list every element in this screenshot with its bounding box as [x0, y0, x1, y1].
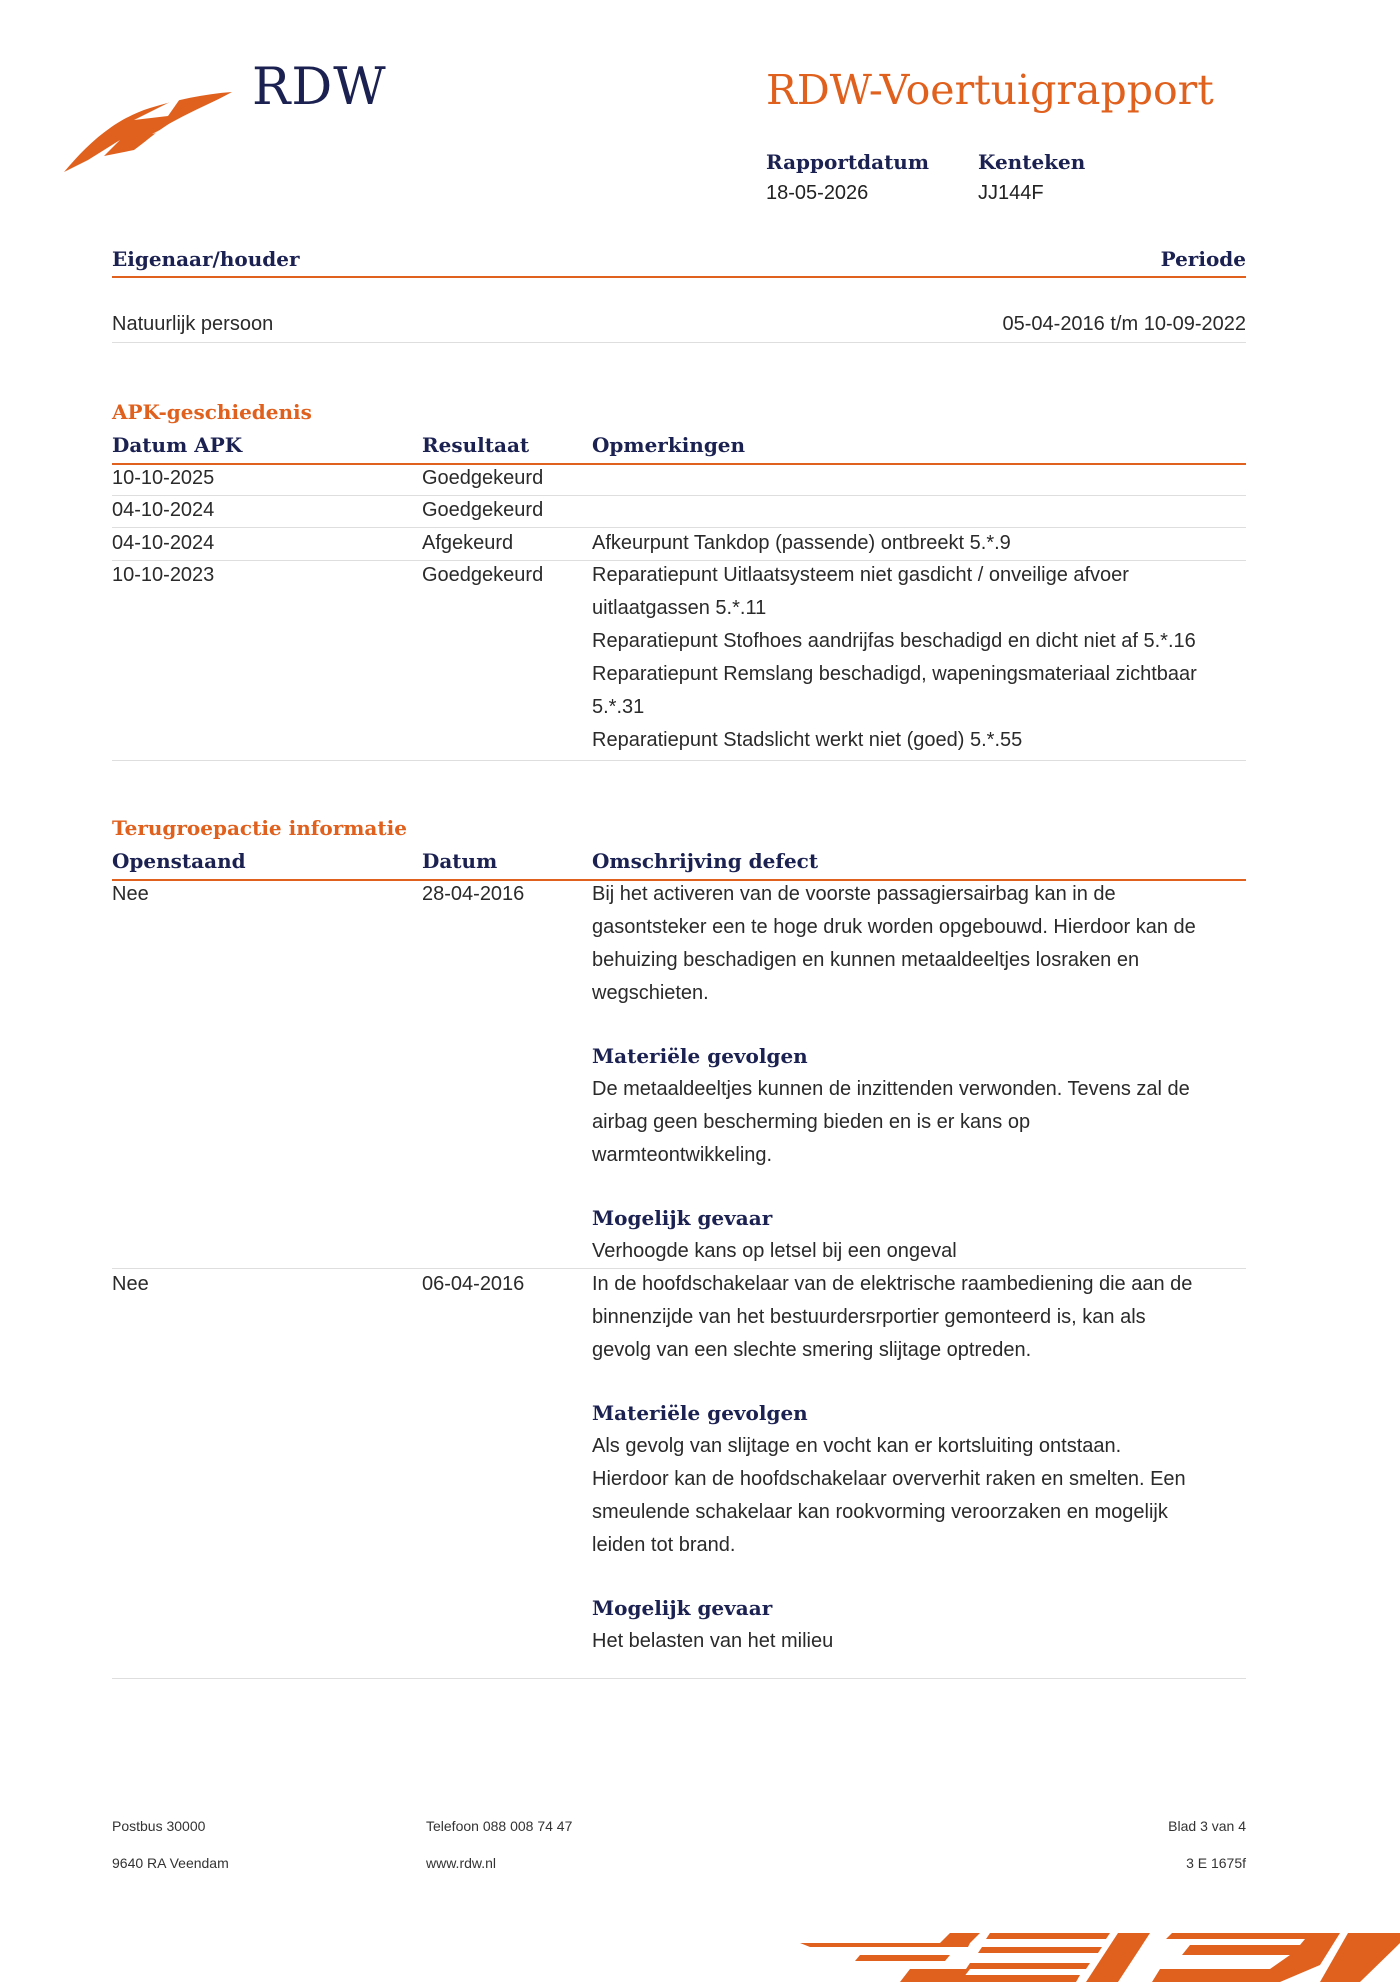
- apk-col-date: Datum APK: [112, 433, 243, 457]
- table-row-date: 10-10-2025: [112, 467, 215, 489]
- recall-defect-line: behuizing beschadigen en kunnen metaaldeeltjes losraken en: [592, 949, 1140, 971]
- recall-danger-line: Het belasten van het milieu: [592, 1630, 834, 1652]
- recall-row-date: 28-04-2016: [422, 883, 525, 905]
- table-row-date: 04-10-2024: [112, 532, 215, 554]
- recall-danger-heading: Mogelijk gevaar: [592, 1206, 773, 1230]
- footer-website-link[interactable]: www.rdw.nl: [426, 1855, 497, 1871]
- table-row-divider: [112, 495, 1246, 496]
- report-date-label: Rapportdatum: [766, 150, 930, 174]
- table-row-remark: 5.*.31: [592, 696, 645, 718]
- recall-consequences-line: leiden tot brand.: [592, 1534, 736, 1556]
- recall-consequences-line: Hierdoor kan de hoofdschakelaar oververhit raken en smelten. Een: [592, 1468, 1186, 1490]
- report-date: 18-05-2026: [766, 182, 869, 204]
- recall-defect-line: gevolg van een slechte smering slijtage optreden.: [592, 1339, 1032, 1361]
- table-row-result: Goedgekeurd: [422, 467, 544, 489]
- apk-section-title: APK-geschiedenis: [112, 400, 312, 424]
- recall-col-date: Datum: [422, 849, 498, 873]
- recall-defect-line: Bij het activeren van de voorste passagiersairbag kan in de: [592, 883, 1116, 905]
- recall-consequences-line: Als gevolg van slijtage en vocht kan er kortsluiting ontstaan.: [592, 1435, 1122, 1457]
- table-row-remark: Afkeurpunt Tankdop (passende) ontbreekt 5.*.9: [592, 532, 1011, 554]
- recall-section-title: Terugroepactie informatie: [112, 816, 407, 840]
- period-value: 05-04-2016 t/m 10-09-2022: [1002, 313, 1246, 335]
- recall-consequences-heading: Materiële gevolgen: [592, 1401, 808, 1425]
- owner-label: Eigenaar/houder: [112, 247, 300, 271]
- recall-defect-line: gasontsteker een te hoge druk worden opgebouwd. Hierdoor kan de: [592, 916, 1196, 938]
- apk-col-remarks: Opmerkingen: [592, 433, 746, 457]
- plate-value: JJ144F: [978, 182, 1044, 204]
- table-row-result: Afgekeurd: [422, 532, 514, 554]
- recall-row-open: Nee: [112, 883, 149, 905]
- owner-row-rule: [112, 342, 1246, 343]
- recall-danger-heading: Mogelijk gevaar: [592, 1596, 773, 1620]
- recall-defect-line: wegschieten.: [592, 982, 709, 1004]
- recall-consequences-line: smeulende schakelaar kan rookvorming veroorzaken en mogelijk: [592, 1501, 1168, 1523]
- logo-text: RDW: [252, 58, 387, 117]
- recall-row-date: 06-04-2016: [422, 1273, 525, 1295]
- rdw-wing-logo-icon: [64, 86, 234, 181]
- recall-consequences-line: airbag geen bescherming bieden en is er kans op: [592, 1111, 1031, 1133]
- footer-address-line2: 9640 RA Veendam: [112, 1855, 229, 1871]
- owner-header-rule: [112, 276, 1246, 278]
- table-row-remark: Reparatiepunt Stadslicht werkt niet (goed) 5.*.55: [592, 729, 1023, 751]
- table-row-date: 10-10-2023: [112, 564, 215, 586]
- recall-row-open: Nee: [112, 1273, 149, 1295]
- table-row-remark: Reparatiepunt Remslang beschadigd, wapeningsmateriaal zichtbaar: [592, 663, 1197, 685]
- recall-defect-line: In de hoofdschakelaar van de elektrische raambediening die aan de: [592, 1273, 1193, 1295]
- table-row-divider: [112, 1678, 1246, 1679]
- recall-col-open: Openstaand: [112, 849, 246, 873]
- table-row-remark: uitlaatgassen 5.*.11: [592, 597, 767, 619]
- recall-consequences-line: warmteontwikkeling.: [592, 1144, 773, 1166]
- recall-consequences-heading: Materiële gevolgen: [592, 1044, 808, 1068]
- table-row-result: Goedgekeurd: [422, 499, 544, 521]
- table-row-remark: Reparatiepunt Uitlaatsysteem niet gasdicht / onveilige afvoer: [592, 564, 1129, 586]
- table-row-date: 04-10-2024: [112, 499, 215, 521]
- report-title: RDW-Voertuigrapport: [766, 66, 1214, 114]
- footer-page-number: Blad 3 van 4: [1168, 1818, 1246, 1834]
- table-row-remark: Reparatiepunt Stofhoes aandrijfas beschadigd en dicht niet af 5.*.16: [592, 630, 1196, 652]
- rdw-stripes-icon: [800, 1925, 1400, 1987]
- apk-col-result: Resultaat: [422, 433, 530, 457]
- table-row-divider: [112, 760, 1246, 761]
- footer-document-code: 3 E 1675f: [1186, 1855, 1246, 1871]
- recall-col-defect: Omschrijving defect: [592, 849, 819, 873]
- recall-danger-line: Verhoogde kans op letsel bij een ongeval: [592, 1240, 957, 1262]
- period-label: Periode: [1160, 247, 1246, 271]
- recall-defect-line: binnenzijde van het bestuurdersrportier gemonteerd is, kan als: [592, 1306, 1146, 1328]
- recall-consequences-line: De metaaldeeltjes kunnen de inzittenden verwonden. Tevens zal de: [592, 1078, 1190, 1100]
- apk-header-rule: [112, 463, 1246, 465]
- plate-label: Kenteken: [978, 150, 1086, 174]
- footer-phone: Telefoon 088 008 74 47: [426, 1818, 573, 1834]
- owner-value: Natuurlijk persoon: [112, 313, 274, 335]
- footer-address-line1: Postbus 30000: [112, 1818, 206, 1834]
- table-row-result: Goedgekeurd: [422, 564, 544, 586]
